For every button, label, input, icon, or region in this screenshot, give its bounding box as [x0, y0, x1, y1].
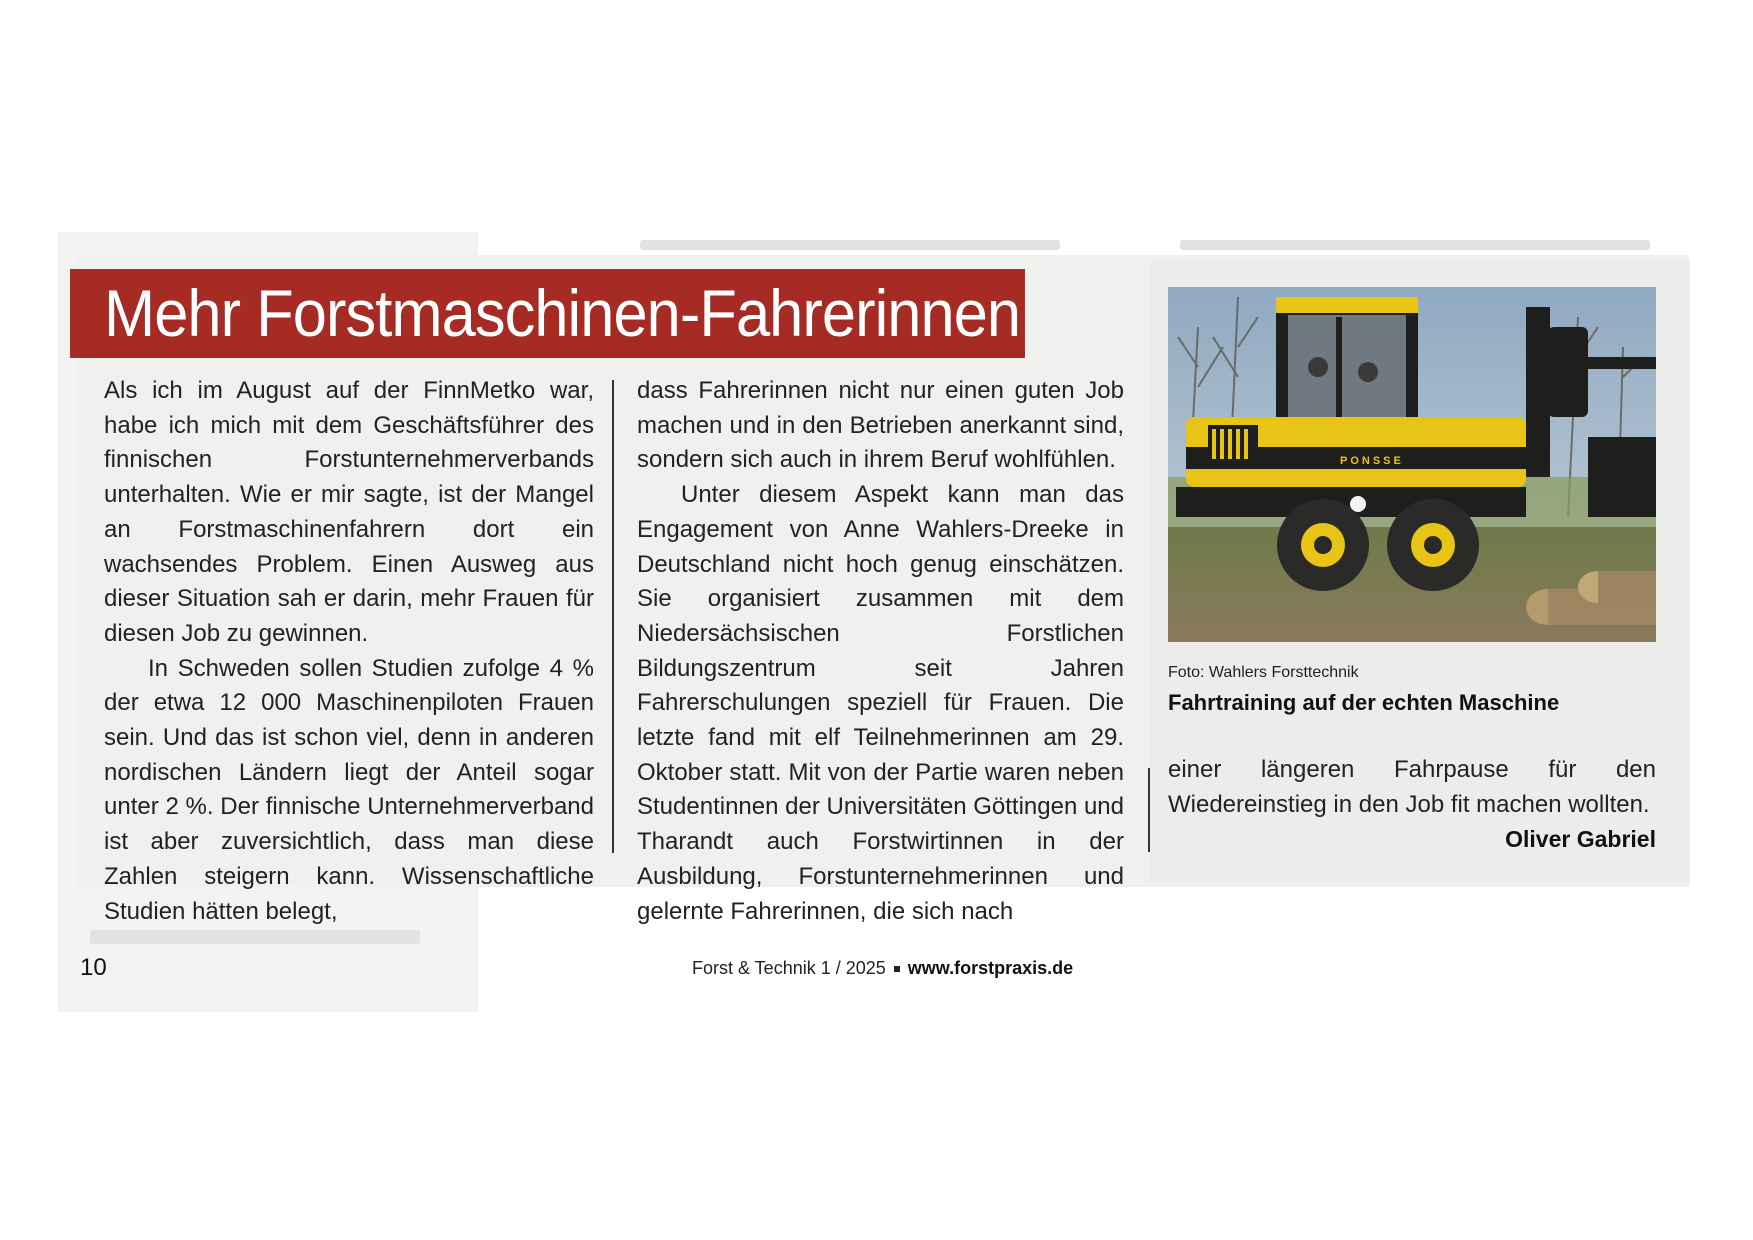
forwarder-illustration	[1168, 287, 1656, 642]
bleed-through-line	[90, 930, 420, 944]
article-column-3	[1168, 753, 1656, 822]
headline-banner	[70, 269, 1025, 358]
website-link[interactable]: www.forstpraxis.de	[907, 958, 1074, 978]
bleed-through-line	[640, 240, 1060, 250]
page-footer	[692, 958, 1073, 979]
photo-caption: Fahrtraining auf der echten Maschine	[1168, 690, 1560, 715]
column-divider	[1148, 768, 1150, 852]
article-column-1	[104, 374, 594, 929]
square-bullet-icon	[894, 966, 900, 972]
paragraph: dass Fahrerinnen nicht nur einen guten Job machen und in den Betrieben anerkannt sind, sondern sich auch in ihrem Beruf wohlfühlen.	[637, 377, 1124, 474]
bleed-through-line	[1180, 240, 1650, 250]
ponsse-logo: PONSSE	[1340, 455, 1404, 467]
photo-credit: Foto: Wahlers Forsttechnik	[1168, 664, 1359, 681]
page-number: 10	[80, 954, 107, 981]
paragraph: einer längeren Fahrpause für den Wiedereinstieg in den Job fit machen wollten.	[1168, 756, 1656, 818]
paragraph: In Schweden sollen Studien zufolge 4 % der etwa 12 000 Maschinenpiloten Frauen sein. Und das ist schon viel, denn in anderen nordischen Ländern liegt der Anteil sogar unter 2 %. Der finnische Unternehmerverband ist aber zuversichtlich, dass man diese Zahlen steigern kann. Wissenschaftliche Studien hätten belegt,	[104, 654, 594, 925]
column-divider	[612, 380, 614, 853]
magazine-issue: Forst & Technik 1 / 2025	[692, 958, 886, 978]
forestry-forwarder-photo	[1168, 287, 1656, 642]
author-name: Oliver Gabriel	[1505, 826, 1656, 852]
paragraph: Als ich im August auf der FinnMetko war, habe ich mich mit dem Geschäftsführer des finnischen Forstunternehmerverbands unterhalten. Wie er mir sagte, ist der Mangel an Forstmaschinenfahrern dort ein wachsendes Problem. Einen Ausweg aus dieser Situation sah er darin, mehr Frauen für diesen Job zu gewinnen.	[104, 377, 594, 647]
article-column-2	[637, 374, 1124, 929]
paragraph: Unter diesem Aspekt kann man das Engagement von Anne Wahlers-Dreeke in Deutschland nicht hoch genug einschätzen. Sie organisiert zusammen mit dem Niedersächsischen Forstlichen Bildungszentrum seit Jahren Fahrerschulungen speziell für Frauen. Die letzte fand mit elf Teilnehmerinnen am 29. Oktober statt. Mit von der Partie waren neben Studentinnen der Universitäten Göttingen und Tharandt auch Forstwirtinnen in der Ausbildung, Forstunternehmerinnen und gelernte Fahrerinnen, die sich nach	[637, 481, 1124, 925]
article-headline: Mehr Forstmaschinen-Fahrerinnen	[104, 276, 1021, 350]
